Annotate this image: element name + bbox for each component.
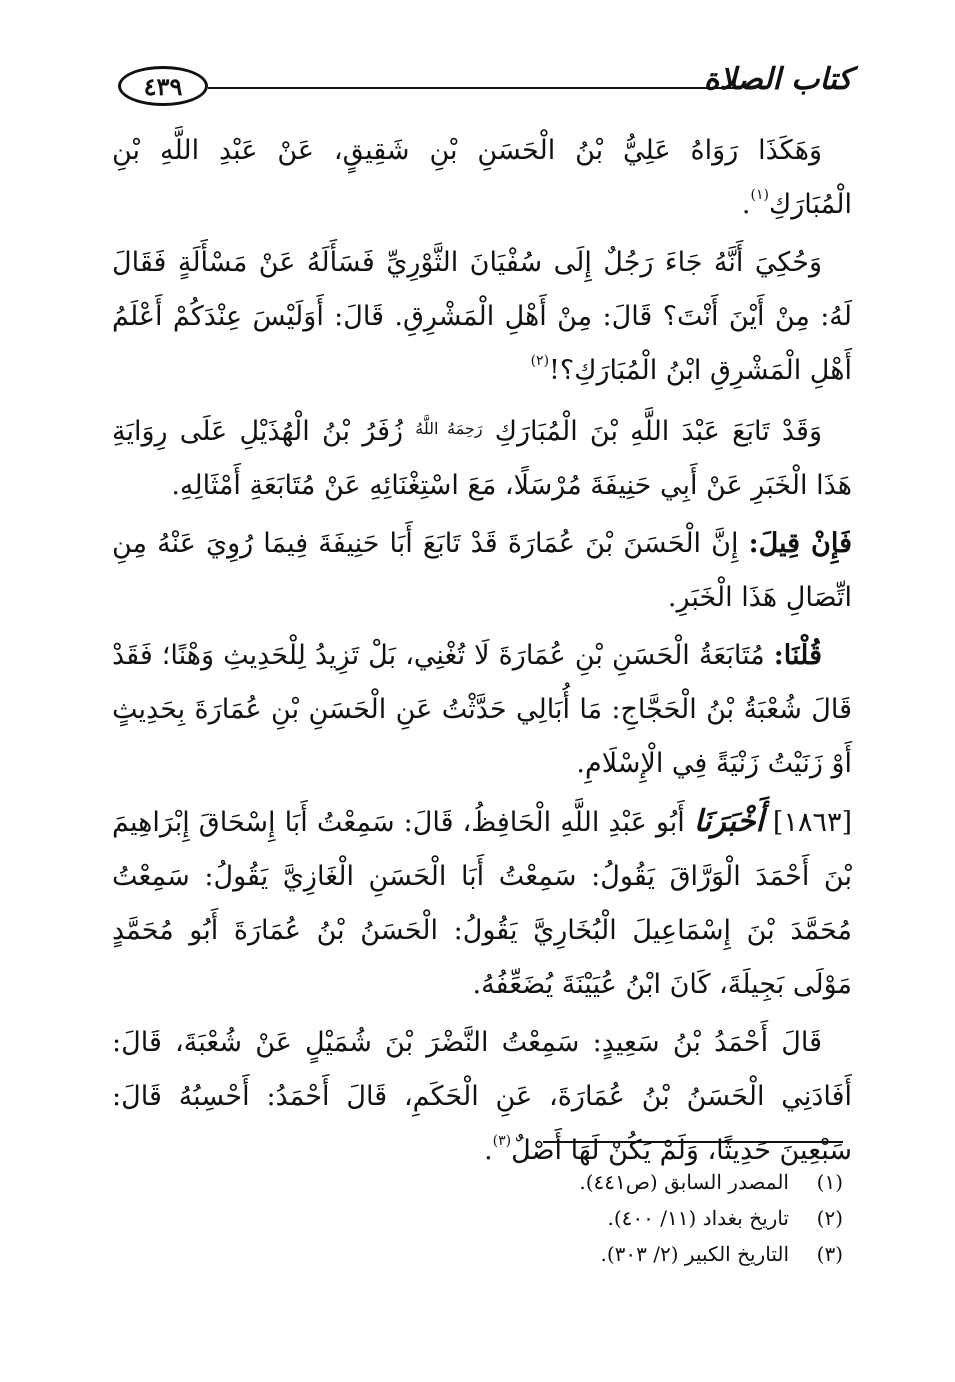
footnote-separator	[543, 1141, 843, 1143]
page-number: ٤٣٩	[118, 66, 208, 106]
main-text	[112, 124, 852, 1182]
paragraph-text: إِنَّ الْحَسَنَ بْنَ عُمَارَةَ قَدْ تَابَعَ أَبَا حَنِيفَةَ فِيمَا رُوِيَ عَنْهُ مِنِ اتِّصَالِ هَذَا الْخَبَرِ.	[112, 528, 852, 613]
footnote-ref-2: (٢)	[530, 353, 550, 369]
paragraph-text: أَبُو عَبْدِ اللَّهِ الْحَافِظُ، قَالَ: سَمِعْتُ أَبَا إِسْحَاقَ إِبْرَاهِيمَ بْنَ أَحْمَدَ الْوَرَّاقَ يَقُولُ: سَمِعْتُ أَبَا الْحَسَنِ الْغَازِيَّ يَقُولُ: سَمِعْتُ مُحَمَّدَ بْنَ إِسْمَاعِيلَ الْبُخَارِيَّ يَقُولُ: الْحَسَنُ بْنُ عُمَارَةَ أَبُو مُحَمَّدٍ مَوْلَى بَجِيلَةَ، كَانَ ابْنُ عُيَيْنَةَ يُضَعِّفُهُ.	[112, 807, 852, 1000]
paragraph-1	[112, 124, 852, 232]
footnote-text: المصدر السابق (ص٤٤١).	[579, 1170, 789, 1194]
footnote-number: (٢)	[816, 1206, 843, 1230]
footnote-number: (٣)	[816, 1242, 843, 1266]
paragraph-end: .	[484, 1135, 493, 1166]
paragraph-text: مُتَابَعَةُ الْحَسَنِ بْنِ عُمَارَةَ لَا تُغْنِي، بَلْ تَزِيدُ لِلْحَدِيثِ وَهْنًا؛ فَقَدْ قَالَ شُعْبَةُ بْنُ الْحَجَّاجِ: مَا أُبَالِي حَدَّثْتُ عَنِ الْحَسَنِ بْنِ عُمَارَةَ بِحَدِيثٍ أَوْ زَنَيْتُ زَنْيَةً فِي الْإِسْلَامِ.	[112, 640, 852, 779]
paragraph-text: وَهَكَذَا رَوَاهُ عَلِيُّ بْنُ الْحَسَنِ بْنِ شَقِيقٍ، عَنْ عَبْدِ اللَّهِ بْنِ الْمُبَارَكِ	[112, 135, 852, 220]
paragraph-2	[112, 236, 852, 398]
paragraph-3	[112, 402, 852, 513]
footnote-item	[343, 1164, 843, 1200]
footnote-text: التاريخ الكبير (٢/ ٣٠٣).	[600, 1242, 789, 1266]
footnote-text: تاريخ بغداد (١١/ ٤٠٠).	[607, 1206, 789, 1230]
honorific-symbol: رَحِمَهُ اللَّهُ	[415, 419, 483, 438]
paragraph-5	[112, 629, 852, 791]
footnotes	[343, 1164, 843, 1272]
footnote-item	[343, 1200, 843, 1236]
page-header	[112, 58, 852, 124]
keyword-we-said: قُلْنَا:	[773, 640, 822, 671]
paragraph-7	[112, 1016, 852, 1178]
paragraph-4	[112, 517, 852, 625]
footnote-number: (١)	[816, 1170, 843, 1194]
book-title: كتاب الصلاة	[703, 62, 852, 97]
hadith-number: [١٨٦٣]	[772, 807, 852, 838]
paragraph-text: وَحُكِيَ أَنَّهُ جَاءَ رَجُلٌ إِلَى سُفْيَانَ الثَّوْرِيِّ فَسَأَلَهُ عَنْ مَسْأَلَةٍ فَقَالَ لَهُ: مِنْ أَيْنَ أَنْتَ؟ قَالَ: مِنْ أَهْلِ الْمَشْرِقِ. قَالَ: أَوَلَيْسَ عِنْدَكُمْ أَعْلَمُ أَهْلِ الْمَشْرِقِ ابْنُ الْمُبَارَكِ؟!	[112, 247, 852, 386]
keyword-akhbarana: أَخْبَرَنَا	[693, 804, 764, 839]
paragraph-text: وَقَدْ تَابَعَ عَبْدَ اللَّهِ بْنَ الْمُبَارَكِ	[494, 416, 823, 447]
footnote-item	[343, 1236, 843, 1272]
footnote-ref-3: (٣)	[492, 1133, 512, 1149]
paragraph-6	[112, 795, 852, 1012]
footnote-ref-1: (١)	[750, 187, 769, 203]
paragraph-end: .	[741, 189, 751, 220]
paragraph-text: زُفَرُ بْنُ الْهُذَيْلِ عَلَى رِوَايَةِ هَذَا الْخَبَرِ عَنْ أَبِي حَنِيفَةَ مُرْسَلًا، مَعَ اسْتِغْنَائِهِ عَنْ مُتَابَعَةِ أَمْثَالِهِ.	[112, 416, 852, 501]
keyword-if-said: فَإِنْ قِيلَ:	[748, 528, 852, 559]
header-rule	[208, 87, 742, 89]
paragraph-text: قَالَ أَحْمَدُ بْنُ سَعِيدٍ: سَمِعْتُ النَّضْرَ بْنَ شُمَيْلٍ عَنْ شُعْبَةَ، قَالَ: أَفَادَنِي الْحَسَنُ بْنُ عُمَارَةَ، عَنِ الْحَكَمِ، قَالَ أَحْمَدُ: أَحْسِبُهُ قَالَ: سَبْعِينَ حَدِيثًا، وَلَمْ يَكُنْ لَهَا أَصْلٌ	[112, 1027, 852, 1166]
